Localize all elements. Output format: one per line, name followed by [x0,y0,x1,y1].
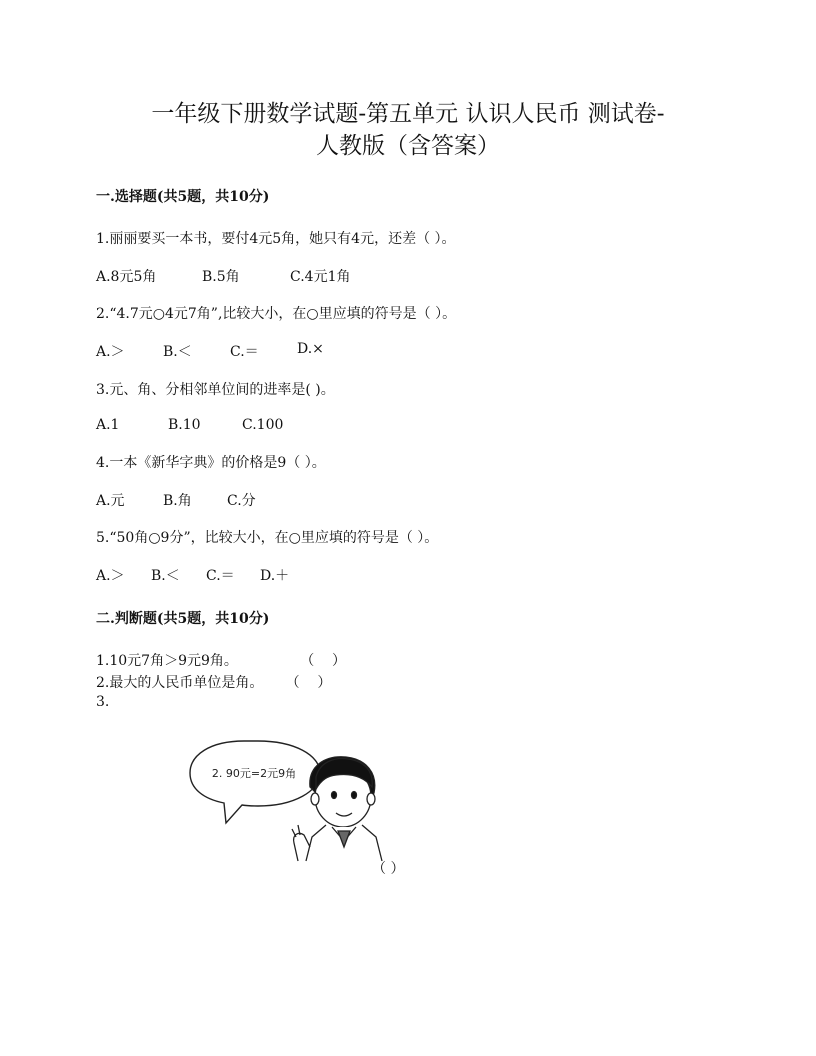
option: B.＜ [163,344,192,360]
option: A.8元5角 [96,269,157,285]
question-1-options [96,266,350,286]
option: A.＞ [96,344,125,360]
question-4-options [96,490,256,510]
judgment-item-1: 1.10元7角＞9元9角。 （ ） [96,653,346,669]
question-2-options [96,341,324,361]
question-2: 2.“4.7元○4元7角”,比较大小，在○里应填的符号是（ ）。 [96,306,457,322]
speech-bubble-illustration [186,737,426,862]
option: C.4元1角 [290,269,351,285]
option: C.＝ [230,344,259,360]
option: A.元 [96,493,125,509]
option: A.＞ [96,568,125,584]
bubble-text: 2. 90元=2元9角 [211,767,297,780]
document-title-line-1: 一年级下册数学试题-第五单元 认识人民币 测试卷- [151,101,665,127]
question-5-options [96,565,289,585]
question-4: 4.一本《新华字典》的价格是9（ ）。 [96,455,326,471]
section-heading-multiple-choice: 一.选择题(共5题，共10分) [96,189,270,205]
option: C.分 [227,493,256,509]
question-3-options [96,417,283,433]
option: D.× [297,341,324,357]
option: D.＋ [260,568,290,584]
option: B.角 [163,493,192,509]
answer-parentheses: （ ） [372,861,405,877]
judgment-item-2: 2.最大的人民币单位是角。 （ ） [96,675,332,691]
option: C.＝ [206,568,235,584]
option: B.5角 [202,269,240,285]
question-3: 3.元、角、分相邻单位间的进率是( )。 [96,382,335,398]
option: B.10 [168,417,201,433]
option: A.1 [96,417,120,433]
option: B.＜ [151,568,180,584]
question-5: 5.“50角○9分”，比较大小，在○里应填的符号是（ ）。 [96,530,439,546]
section-heading-true-false: 二.判断题(共5题，共10分) [96,611,270,627]
option: C.100 [242,417,284,433]
document-title-line-2: 人教版（含答案） [316,133,500,159]
judgment-item-3: 3. [96,694,110,710]
question-1: 1.丽丽要买一本书，要付4元5角，她只有4元，还差（ ）。 [96,231,456,247]
